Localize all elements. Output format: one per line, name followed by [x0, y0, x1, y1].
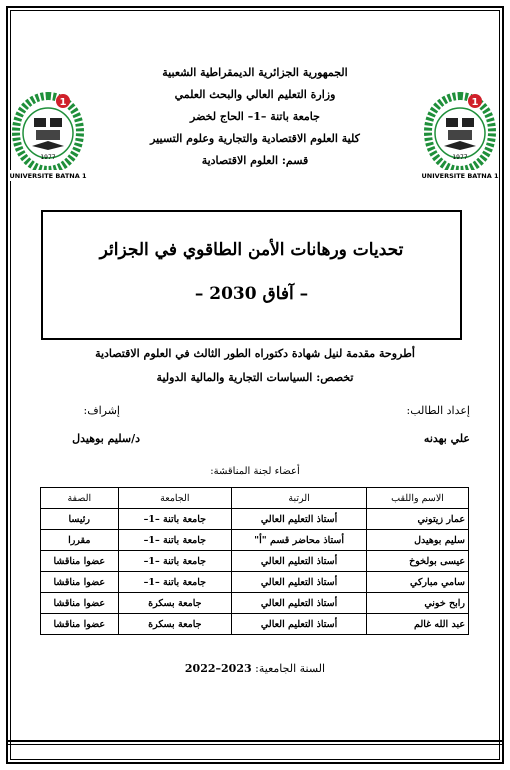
table-row [41, 572, 469, 593]
table-row [41, 509, 469, 530]
thesis-subtitle: – آفاق 2030 – [194, 284, 309, 304]
column-header-university: الجامعة [118, 488, 232, 509]
faculty-name: كلية العلوم الاقتصادية والتجارية وعلوم التسيير [150, 132, 360, 145]
member-name: سليم بوهيدل [367, 530, 469, 551]
member-role: عضوا مناقشا [41, 614, 119, 635]
academic-year-label: السنة الجامعية: [255, 662, 326, 675]
prepared-by-label: إعداد الطالب: [406, 404, 470, 417]
table-row [41, 530, 469, 551]
republic-name: الجمهورية الجزائرية الديمقراطية الشعبية [162, 66, 348, 79]
svg-text:1977: 1977 [40, 154, 56, 161]
member-role: رئيسا [41, 509, 119, 530]
member-role: عضوا مناقشا [41, 572, 119, 593]
university-logo-right [420, 90, 500, 185]
svg-text:UNIVERSITE BATNA 1: UNIVERSITE BATNA 1 [9, 172, 87, 180]
member-rank: أستاذ التعليم العالي [232, 509, 367, 530]
thesis-description: أطروحة مقدمة لنيل شهادة دكتوراه الطور الثالث في العلوم الاقتصادية [95, 347, 415, 360]
table-row [41, 614, 469, 635]
member-university: جامعة بسكرة [118, 593, 232, 614]
member-university: جامعة بسكرة [118, 614, 232, 635]
member-university: جامعة باتنة –1– [118, 551, 232, 572]
member-rank: أستاذ محاضر قسم "أ" [232, 530, 367, 551]
thesis-title-box [41, 210, 462, 340]
member-role: مقررا [41, 530, 119, 551]
specialty: تخصص: السياسات التجارية والمالية الدولية [156, 371, 354, 384]
table-header-row [41, 488, 469, 509]
institution-header [100, 62, 410, 172]
member-name: سامي مباركي [367, 572, 469, 593]
committee-table [40, 487, 469, 635]
svg-text:1: 1 [471, 97, 479, 108]
bottom-rule [6, 740, 504, 742]
thesis-title: تحديات ورهانات الأمن الطاقوي في الجزائر [99, 240, 404, 260]
svg-text:1: 1 [59, 97, 67, 108]
supervision-label: إشراف: [83, 404, 120, 417]
student-name: علي بهدنه [423, 432, 470, 445]
ministry-name: وزارة التعليم العالي والبحث العلمي [174, 88, 336, 101]
svg-text:1977: 1977 [452, 154, 468, 161]
member-name: عبد الله غالم [367, 614, 469, 635]
supervisor-name: د/سليم بوهيدل [72, 432, 140, 445]
member-university: جامعة باتنة –1– [118, 530, 232, 551]
svg-text:UNIVERSITE BATNA 1: UNIVERSITE BATNA 1 [421, 172, 499, 180]
member-rank: أستاذ التعليم العالي [232, 614, 367, 635]
column-header-name: الاسم واللقب [367, 488, 469, 509]
committee-title: أعضاء لجنة المناقشة: [210, 466, 300, 477]
member-role: عضوا مناقشا [41, 551, 119, 572]
member-rank: أستاذ التعليم العالي [232, 551, 367, 572]
member-university: جامعة باتنة –1– [118, 572, 232, 593]
university-name: جامعة باتنة –1– الحاج لخضر [190, 110, 320, 123]
academic-year-value: 2023–2022 [184, 662, 252, 675]
member-rank: أستاذ التعليم العالي [232, 572, 367, 593]
member-name: عمار زيتوني [367, 509, 469, 530]
member-name: عيسى بولخوخ [367, 551, 469, 572]
member-rank: أستاذ التعليم العالي [232, 593, 367, 614]
department-name: قسم: العلوم الاقتصادية [201, 154, 309, 167]
academic-year [160, 662, 350, 675]
column-header-role: الصفة [41, 488, 119, 509]
column-header-rank: الرتبة [232, 488, 367, 509]
bottom-rule-thin [6, 744, 504, 745]
member-role: عضوا مناقشا [41, 593, 119, 614]
member-university: جامعة باتنة –1– [118, 509, 232, 530]
table-row [41, 551, 469, 572]
member-name: رابح خوني [367, 593, 469, 614]
table-row [41, 593, 469, 614]
university-logo-left [8, 90, 88, 185]
